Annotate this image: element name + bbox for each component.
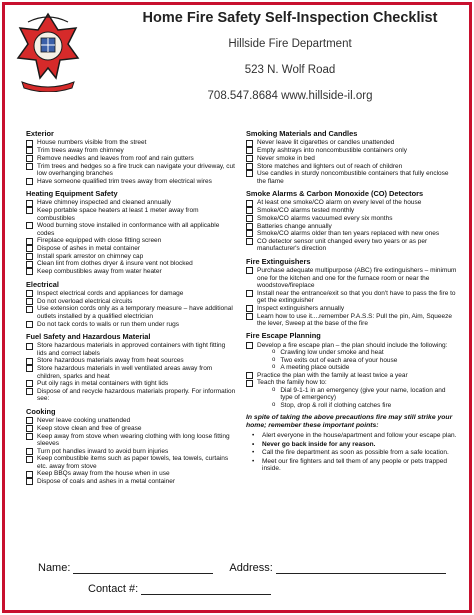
left-column	[26, 130, 236, 491]
section-title: Smoke Alarms & Carbon Monoxide (CO) Detectors	[246, 189, 424, 199]
fire-department-logo	[12, 8, 84, 92]
checklist-item: Practice the plan with the family at least twice a year	[246, 372, 458, 379]
checkbox[interactable]	[26, 380, 33, 387]
checkbox[interactable]	[246, 267, 253, 274]
checklist-item-label: Batteries change annually	[257, 222, 332, 230]
checklist-item-label: Empty ashtrays into noncombustible containers only	[257, 147, 407, 155]
checkbox[interactable]	[26, 417, 33, 424]
checkbox[interactable]	[26, 456, 33, 463]
checklist-item	[26, 207, 236, 222]
checkbox[interactable]	[26, 163, 33, 170]
checklist-item-label: Inspect electrical cords and appliances for damage	[37, 289, 184, 297]
checklist-item-label: Dispose of ashes in metal container	[37, 245, 140, 253]
checkbox[interactable]	[26, 478, 33, 485]
checklist-item-label: Put oily rags in metal containers with tight lids	[37, 380, 169, 388]
checkbox[interactable]	[246, 342, 253, 349]
checkbox[interactable]	[26, 358, 33, 365]
section-title: Fire Extinguishers	[246, 256, 311, 266]
checklist-item-label: Never smoke in bed	[257, 154, 315, 162]
checkbox[interactable]	[246, 305, 253, 312]
checklist-item	[26, 417, 236, 424]
checklist-item-label: Install spark arrestor on chimney cap	[37, 252, 144, 260]
checklist-item-label: Purchase adequate multipurpose (ABC) fire extinguishers – minimum one for the kitchen and one for the furnace room or near the woodstove/fireplace	[257, 267, 457, 289]
checkbox[interactable]	[26, 306, 33, 313]
checklist-item-label: Fireplace equipped with close fitting screen	[37, 237, 162, 245]
checklist-item	[246, 267, 458, 289]
checklist-item	[246, 170, 458, 185]
important-point: • Never go back inside for any reason.	[252, 440, 376, 448]
warning-text: In spite of taking the above precautions fire may still strike your home; remember these important points:	[246, 414, 453, 429]
checkbox[interactable]	[26, 200, 33, 207]
header	[120, 10, 460, 102]
checkbox[interactable]	[26, 253, 33, 260]
section-extinguishers	[246, 258, 458, 328]
checkbox[interactable]	[246, 238, 253, 245]
right-column	[246, 130, 458, 473]
checklist-item-label: Store matches and lighters out of reach of children	[257, 162, 403, 170]
checklist-item	[246, 230, 458, 237]
checkbox[interactable]	[246, 230, 253, 237]
checklist-item-label: Do not tack cords to walls or run them under rugs	[37, 320, 179, 328]
checklist-item	[246, 163, 458, 170]
checkbox[interactable]	[246, 290, 253, 297]
section-title: Heating Equipment Safety	[26, 189, 118, 199]
checkbox[interactable]	[26, 321, 33, 328]
checkbox[interactable]	[26, 365, 33, 372]
checkbox[interactable]	[26, 238, 33, 245]
address-label: Address:	[229, 562, 273, 574]
checklist-item	[246, 313, 458, 328]
checkbox[interactable]	[26, 222, 33, 229]
checkbox[interactable]	[246, 200, 253, 207]
section-title: Fuel Safety and Hazardous Material	[26, 331, 151, 341]
section-title: Electrical	[26, 279, 59, 289]
checklist-item	[26, 139, 236, 146]
checklist-item	[26, 268, 236, 275]
sub-item: o Stop, drop & roll if clothing catches fire	[272, 402, 458, 409]
checklist-item	[26, 470, 236, 477]
checkbox[interactable]	[26, 155, 33, 162]
checklist-item	[26, 305, 236, 320]
checklist-item	[26, 290, 236, 297]
checklist-item-label: Trim trees and hedges so a fire truck can navigate your driveway, cut low overhanging branches	[37, 162, 235, 177]
checklist-item-label: Keep portable space heaters at least 1 meter away from combustibles	[37, 207, 199, 222]
checklist-item	[26, 425, 236, 432]
checklist-item-label: Wood burning stove installed in conformance with all applicable codes	[37, 222, 220, 237]
section-left-1	[26, 190, 236, 276]
checklist-item	[26, 260, 236, 267]
checklist-item	[26, 178, 236, 185]
checklist-item-label: Keep away from stove when wearing clothing with long loose fitting sleeves	[37, 432, 230, 447]
checklist-item	[26, 365, 236, 380]
checkbox[interactable]	[26, 471, 33, 478]
checkbox[interactable]	[26, 261, 33, 268]
checkbox[interactable]	[26, 147, 33, 154]
checklist-item	[26, 237, 236, 244]
sub-item: o A meeting place outside	[272, 364, 458, 371]
checkbox[interactable]	[26, 298, 33, 305]
checklist-item	[246, 290, 458, 305]
checklist-item-label: Have chimney inspected and cleaned annually	[37, 199, 172, 207]
checklist-item-label: Never leave lit cigarettes or candles unattended	[257, 139, 395, 147]
checklist-item-label: Install near the entrance/exit so that you don't have to pass the fire to get the extinguisher	[257, 289, 456, 305]
checklist-item-label: Trim trees away from chimney	[37, 147, 124, 155]
checklist-item	[246, 147, 458, 154]
checkbox[interactable]	[246, 207, 253, 214]
checklist-item-label: House numbers visible from the street	[37, 139, 147, 147]
checklist-item	[26, 155, 236, 162]
checklist-item	[26, 455, 236, 470]
important-point: • Alert everyone in the house/apartment and follow your escape plan.	[252, 432, 457, 440]
checklist-item-label: Turn pot handles inward to avoid burn injuries	[37, 447, 169, 455]
important-point: • Meet our fire fighters and tell them of any people or pets trapped inside.	[252, 457, 447, 473]
section-left-2	[26, 281, 236, 328]
checklist-item	[246, 223, 458, 230]
checklist-item-label: Use candles in sturdy noncombustible containers that fully enclose the flame	[257, 170, 449, 185]
page-title: Home Fire Safety Self-Inspection Checklist	[142, 10, 438, 26]
checklist-item	[26, 321, 236, 328]
checklist-item-label: Smoke/CO alarms older than ten years replaced with new ones	[257, 230, 440, 238]
checklist-item	[246, 207, 458, 214]
checklist-item-label: Clean lint from clothes dryer & insure vent not blocked	[37, 260, 193, 268]
checklist-item	[26, 147, 236, 154]
checklist-item-label: Learn how to use it....remember P.A.S.S: Pull the pin, Aim, Squeeze the lever, Sweep at the base of the fire	[257, 312, 452, 327]
checklist-item-label: Dispose of coals and ashes in a metal container	[37, 478, 176, 486]
checklist-item	[26, 253, 236, 260]
checklist-item-label: Do not overload electrical circuits	[37, 297, 133, 305]
checklist-item-label: At least one smoke/CO alarm on every level of the house	[257, 199, 422, 207]
checklist-item-label: Have someone qualified trim trees away from electrical wires	[37, 177, 212, 185]
checkbox[interactable]	[26, 178, 33, 185]
checkbox[interactable]	[246, 155, 253, 162]
checkbox[interactable]	[26, 433, 33, 440]
checklist-item: Develop a fire escape plan – the plan should include the following:	[246, 342, 458, 349]
name-label: Name:	[38, 562, 71, 574]
checklist-item-label: CO detector sensor unit changed every two years or as per manufacturer's direction	[257, 237, 428, 253]
sub-item: o Two exits out of each area of your house	[272, 357, 458, 364]
checkbox[interactable]	[246, 223, 253, 230]
checklist-item	[26, 388, 236, 403]
section-smoking	[246, 130, 458, 185]
sub-item: o Dial 9-1-1 in an emergency (give your name, location and type of emergency)	[272, 387, 458, 402]
checkbox[interactable]	[246, 215, 253, 222]
section-title: Fire Escape Planning	[246, 331, 321, 341]
checklist-item	[246, 238, 458, 253]
checklist-item	[26, 222, 236, 237]
section-left-3	[26, 333, 236, 403]
checklist-item	[26, 357, 236, 364]
department-address: 523 N. Wolf Road	[244, 64, 336, 76]
checklist-item	[26, 448, 236, 455]
checklist-item	[246, 139, 458, 146]
checklist-item-label: Smoke/CO alarms vacuumed every six months	[257, 214, 393, 222]
checkbox[interactable]	[26, 343, 33, 350]
section-left-0	[26, 130, 236, 185]
footer-form	[38, 562, 458, 595]
checklist-item-label: Store hazardous materials in approved containers with tight fitting lids and correct labels	[37, 342, 226, 357]
section-title: Cooking	[26, 406, 56, 416]
section-alarms	[246, 190, 458, 253]
checklist-item: Teach the family how to:	[246, 379, 458, 386]
checkbox[interactable]	[246, 140, 253, 147]
checkbox[interactable]	[26, 425, 33, 432]
department-contact: 708.547.8684 www.hillside-il.org	[207, 90, 373, 102]
checklist-item	[26, 478, 236, 485]
checklist-item-label: Use extension cords only as a temporary measure – have additional outlets installed by a qualified electrician	[37, 305, 233, 320]
checklist-item	[26, 433, 236, 448]
checkbox[interactable]	[246, 170, 253, 177]
checkbox[interactable]	[246, 163, 253, 170]
checklist-item-label: Keep stove clean and free of grease	[37, 424, 142, 432]
checklist-item	[26, 298, 236, 305]
checkbox[interactable]	[246, 313, 253, 320]
checkbox[interactable]	[246, 372, 253, 379]
name-field[interactable]	[73, 563, 213, 574]
checklist-item-label: Inspect extinguishers annually	[257, 304, 345, 312]
checkbox[interactable]	[246, 380, 253, 387]
section-escape-planning	[246, 332, 458, 409]
checkbox[interactable]	[26, 245, 33, 252]
checklist-item-label: Keep BBQs away from the house when in use	[37, 470, 170, 478]
checklist-item	[26, 245, 236, 252]
checklist-item-label: Dispose of and recycle hazardous materials properly. For information see:	[37, 387, 236, 403]
section-left-4	[26, 408, 236, 486]
address-field[interactable]	[276, 563, 446, 574]
checklist-item-label: Smoke/CO alarms tested monthly	[257, 207, 355, 215]
contact-field[interactable]	[141, 584, 271, 595]
checklist-item	[26, 163, 236, 178]
checkbox[interactable]	[26, 207, 33, 214]
checklist-item	[246, 215, 458, 222]
checkbox[interactable]	[26, 388, 33, 395]
checklist-item-label: Keep combustibles away from water heater	[37, 268, 162, 276]
section-title: Smoking Materials and Candles	[246, 129, 358, 138]
checklist-item	[246, 305, 458, 312]
sub-item: o Crawling low under smoke and heat	[272, 349, 458, 356]
checkbox[interactable]	[26, 140, 33, 147]
checklist-item	[246, 155, 458, 162]
checkbox[interactable]	[26, 268, 33, 275]
important-point: • Call the fire department as soon as possible from a safe location.	[252, 449, 449, 457]
contact-label: Contact #:	[88, 583, 139, 595]
checklist-item	[246, 199, 458, 206]
checklist-item-label: Keep combustible items such as paper towels, tea towels, curtains etc. away from stove	[37, 455, 229, 470]
checklist-item	[26, 380, 236, 387]
department-name: Hillside Fire Department	[228, 38, 352, 50]
checklist-item-label: Remove needles and leaves from roof and rain gutters	[37, 154, 194, 162]
checkbox[interactable]	[26, 290, 33, 297]
checklist-item	[26, 199, 236, 206]
section-title: Exterior	[26, 129, 54, 138]
checklist-item	[26, 342, 236, 357]
checklist-item-label: Never leave cooking unattended	[37, 417, 131, 425]
checklist-item-label: Store hazardous materials away from heat sources	[37, 357, 184, 365]
checkbox[interactable]	[26, 448, 33, 455]
checklist-item-label: Store hazardous materials in well ventilated areas away from children, sparks and heat	[37, 365, 213, 380]
checkbox[interactable]	[246, 147, 253, 154]
